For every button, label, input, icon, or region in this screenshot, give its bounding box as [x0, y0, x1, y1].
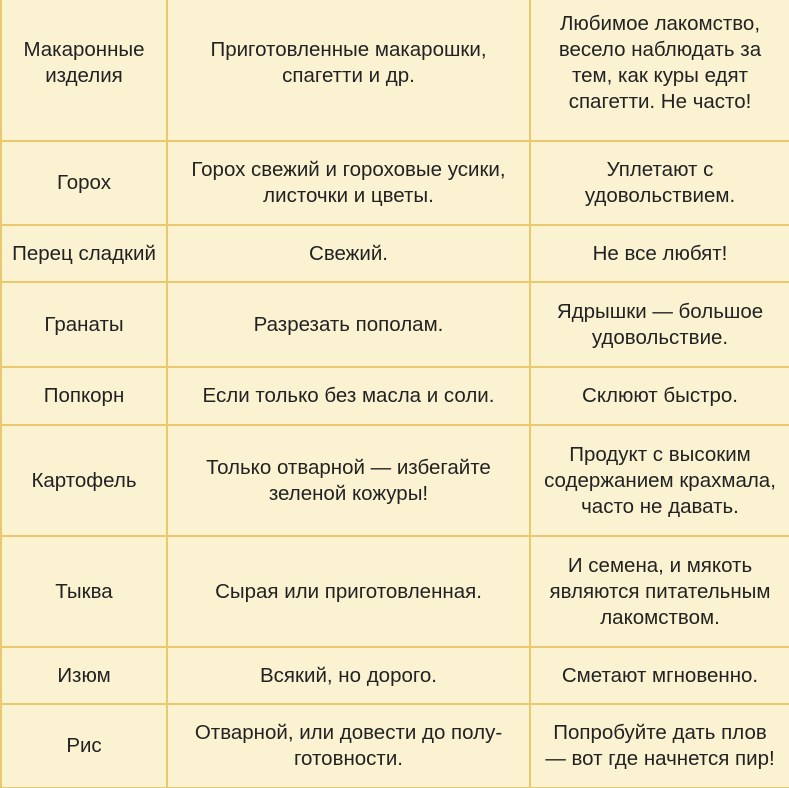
- preparation-cell: Свежий.: [167, 225, 530, 282]
- note-cell: Не все любят!: [530, 225, 789, 282]
- table-row: [1, 141, 789, 225]
- note-cell: Попробуйте дать плов — вот где начнется пир!: [530, 704, 789, 788]
- product-cell: Гранаты: [1, 282, 167, 367]
- table-row: [1, 647, 789, 704]
- note-cell: Продукт с высоким содержанием крахмала, часто не давать.: [530, 425, 789, 536]
- product-cell: Изюм: [1, 647, 167, 704]
- note-cell: Склюют быстро.: [530, 367, 789, 425]
- table-row: [1, 0, 789, 141]
- preparation-cell: Разрезать пополам.: [167, 282, 530, 367]
- product-cell: Перец сладкий: [1, 225, 167, 282]
- note-cell: Любимое лакомство, весело наблюдать за тем, как куры едят спагетти. Не часто!: [530, 0, 789, 141]
- product-cell: Тыква: [1, 536, 167, 647]
- preparation-cell: Приготовленные макарошки, спагетти и др.: [167, 0, 530, 141]
- preparation-cell: Отварной, или довести до полу- готовности.: [167, 704, 530, 788]
- table-row: [1, 704, 789, 788]
- table-row: [1, 367, 789, 425]
- product-cell: Горох: [1, 141, 167, 225]
- table-row: [1, 282, 789, 367]
- preparation-cell: Всякий, но дорого.: [167, 647, 530, 704]
- preparation-cell: Горох свежий и гороховые усики, листочки и цветы.: [167, 141, 530, 225]
- table-row: [1, 536, 789, 647]
- table-row: [1, 425, 789, 536]
- product-cell: Попкорн: [1, 367, 167, 425]
- preparation-cell: Только отварной — избегайте зеленой кожуры!: [167, 425, 530, 536]
- preparation-cell: Если только без масла и соли.: [167, 367, 530, 425]
- note-cell: И семена, и мякоть являются питательным лакомством.: [530, 536, 789, 647]
- product-cell: Макаронные изделия: [1, 0, 167, 141]
- preparation-cell: Сырая или приготовленная.: [167, 536, 530, 647]
- note-cell: Сметают мгновенно.: [530, 647, 789, 704]
- product-cell: Рис: [1, 704, 167, 788]
- note-cell: Уплетают с удовольствием.: [530, 141, 789, 225]
- table-row: [1, 225, 789, 282]
- note-cell: Ядрышки — большое удовольствие.: [530, 282, 789, 367]
- product-cell: Картофель: [1, 425, 167, 536]
